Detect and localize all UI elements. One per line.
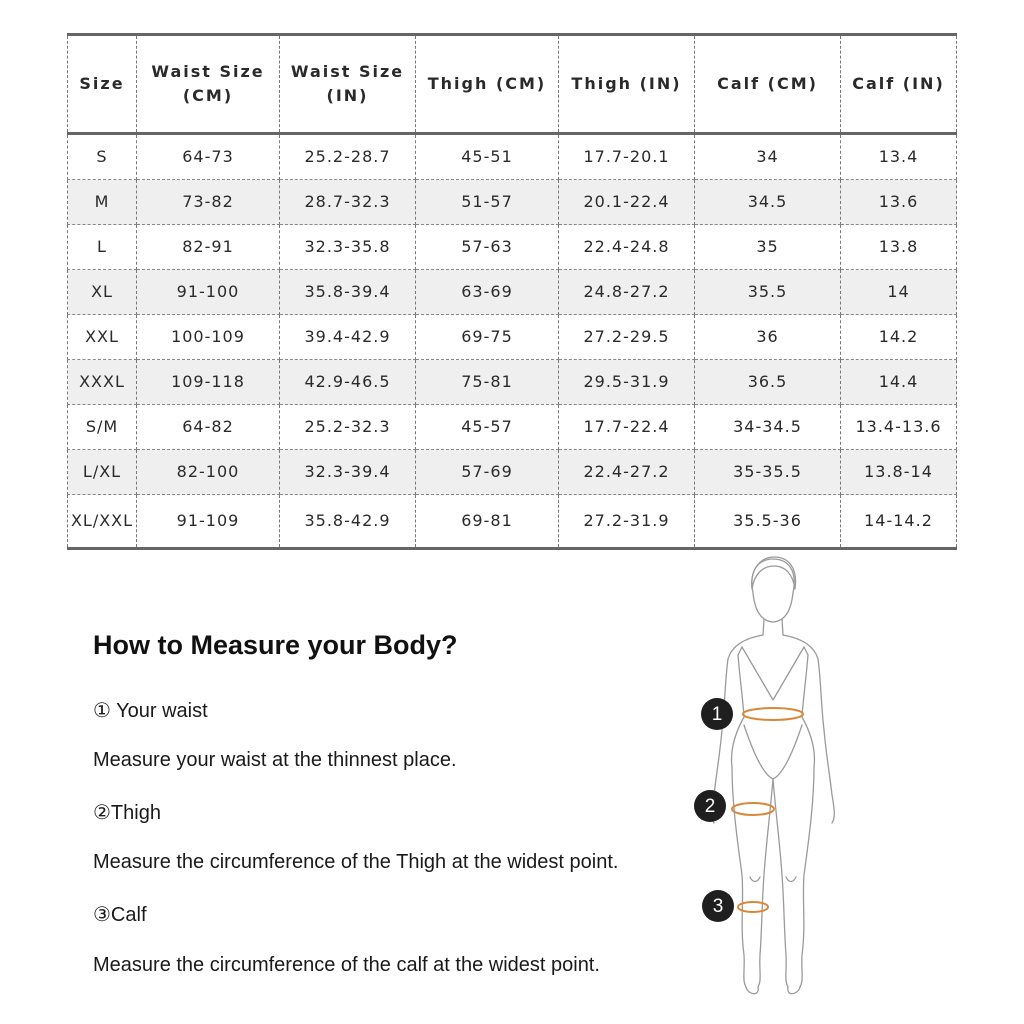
marker-2-icon [693, 789, 727, 823]
cell-thigh-cm: 45-51 [416, 134, 559, 180]
table-header-row [68, 35, 957, 134]
cell-calf-cm: 36.5 [695, 360, 841, 405]
cell-thigh-cm: 57-63 [416, 225, 559, 270]
table-row [68, 450, 957, 495]
cell-waist-cm: 82-100 [137, 450, 280, 495]
cell-size: XL [68, 270, 137, 315]
header-waist-in: Waist Size (IN) [280, 35, 416, 134]
cell-thigh-in: 20.1-22.4 [559, 180, 695, 225]
size-chart-table [67, 33, 957, 550]
cell-waist-cm: 64-82 [137, 405, 280, 450]
cell-waist-in: 42.9-46.5 [280, 360, 416, 405]
cell-size: S [68, 134, 137, 180]
cell-calf-in: 13.4 [841, 134, 957, 180]
body-figure-illustration [690, 555, 860, 1000]
measure-guide-title: How to Measure your Body? [93, 630, 458, 660]
cell-calf-cm: 35-35.5 [695, 450, 841, 495]
cell-thigh-in: 24.8-27.2 [559, 270, 695, 315]
cell-thigh-cm: 45-57 [416, 405, 559, 450]
cell-calf-cm: 36 [695, 315, 841, 360]
cell-calf-cm: 35 [695, 225, 841, 270]
cell-thigh-cm: 69-81 [416, 495, 559, 549]
cell-thigh-in: 17.7-22.4 [559, 405, 695, 450]
cell-thigh-in: 29.5-31.9 [559, 360, 695, 405]
cell-calf-cm: 35.5-36 [695, 495, 841, 549]
header-size: Size [68, 35, 137, 134]
cell-thigh-cm: 57-69 [416, 450, 559, 495]
cell-waist-cm: 82-91 [137, 225, 280, 270]
cell-thigh-in: 27.2-29.5 [559, 315, 695, 360]
cell-thigh-cm: 75-81 [416, 360, 559, 405]
cell-calf-in: 13.4-13.6 [841, 405, 957, 450]
cell-thigh-cm: 51-57 [416, 180, 559, 225]
cell-waist-in: 35.8-42.9 [280, 495, 416, 549]
thigh-instruction: Measure the circumference of the Thigh at the widest point. [93, 851, 619, 873]
cell-waist-in: 32.3-39.4 [280, 450, 416, 495]
cell-waist-cm: 64-73 [137, 134, 280, 180]
cell-waist-cm: 91-109 [137, 495, 280, 549]
marker-3-icon [701, 889, 735, 923]
cell-calf-cm: 34 [695, 134, 841, 180]
header-calf-cm: Calf (CM) [695, 35, 841, 134]
table-row [68, 405, 957, 450]
table-row [68, 495, 957, 549]
table-row [68, 134, 957, 180]
cell-calf-cm: 34-34.5 [695, 405, 841, 450]
cell-waist-cm: 109-118 [137, 360, 280, 405]
cell-thigh-in: 22.4-27.2 [559, 450, 695, 495]
cell-calf-in: 13.8-14 [841, 450, 957, 495]
table-row [68, 315, 957, 360]
cell-thigh-cm: 63-69 [416, 270, 559, 315]
cell-calf-in: 13.8 [841, 225, 957, 270]
cell-waist-in: 35.8-39.4 [280, 270, 416, 315]
waist-heading: ① Your waist [93, 700, 208, 722]
cell-thigh-in: 22.4-24.8 [559, 225, 695, 270]
header-thigh-in: Thigh (IN) [559, 35, 695, 134]
cell-waist-in: 25.2-32.3 [280, 405, 416, 450]
cell-thigh-in: 27.2-31.9 [559, 495, 695, 549]
cell-size: XXXL [68, 360, 137, 405]
cell-waist-in: 39.4-42.9 [280, 315, 416, 360]
cell-calf-in: 14 [841, 270, 957, 315]
cell-size: XL/XXL [68, 495, 137, 549]
cell-calf-cm: 35.5 [695, 270, 841, 315]
marker-2-label: 2 [704, 796, 716, 817]
header-calf-in: Calf (IN) [841, 35, 957, 134]
cell-calf-cm: 34.5 [695, 180, 841, 225]
cell-thigh-in: 17.7-20.1 [559, 134, 695, 180]
marker-1-icon [700, 697, 734, 731]
cell-waist-in: 32.3-35.8 [280, 225, 416, 270]
cell-size: L [68, 225, 137, 270]
calf-instruction: Measure the circumference of the calf at the widest point. [93, 954, 600, 976]
header-thigh-cm: Thigh (CM) [416, 35, 559, 134]
cell-size: L/XL [68, 450, 137, 495]
table-row [68, 225, 957, 270]
cell-size: M [68, 180, 137, 225]
thigh-heading: ②Thigh [93, 802, 161, 824]
table-row [68, 180, 957, 225]
marker-3-label: 3 [712, 896, 724, 917]
waist-instruction: Measure your waist at the thinnest place. [93, 749, 457, 771]
cell-size: XXL [68, 315, 137, 360]
cell-calf-in: 14-14.2 [841, 495, 957, 549]
cell-waist-in: 25.2-28.7 [280, 134, 416, 180]
calf-heading: ③Calf [93, 904, 147, 926]
header-waist-cm: Waist Size (CM) [137, 35, 280, 134]
cell-calf-in: 13.6 [841, 180, 957, 225]
cell-waist-cm: 91-100 [137, 270, 280, 315]
cell-waist-in: 28.7-32.3 [280, 180, 416, 225]
table-row [68, 360, 957, 405]
cell-size: S/M [68, 405, 137, 450]
cell-waist-cm: 100-109 [137, 315, 280, 360]
cell-waist-cm: 73-82 [137, 180, 280, 225]
cell-calf-in: 14.4 [841, 360, 957, 405]
table-row [68, 270, 957, 315]
marker-1-label: 1 [711, 704, 723, 725]
cell-calf-in: 14.2 [841, 315, 957, 360]
cell-thigh-cm: 69-75 [416, 315, 559, 360]
